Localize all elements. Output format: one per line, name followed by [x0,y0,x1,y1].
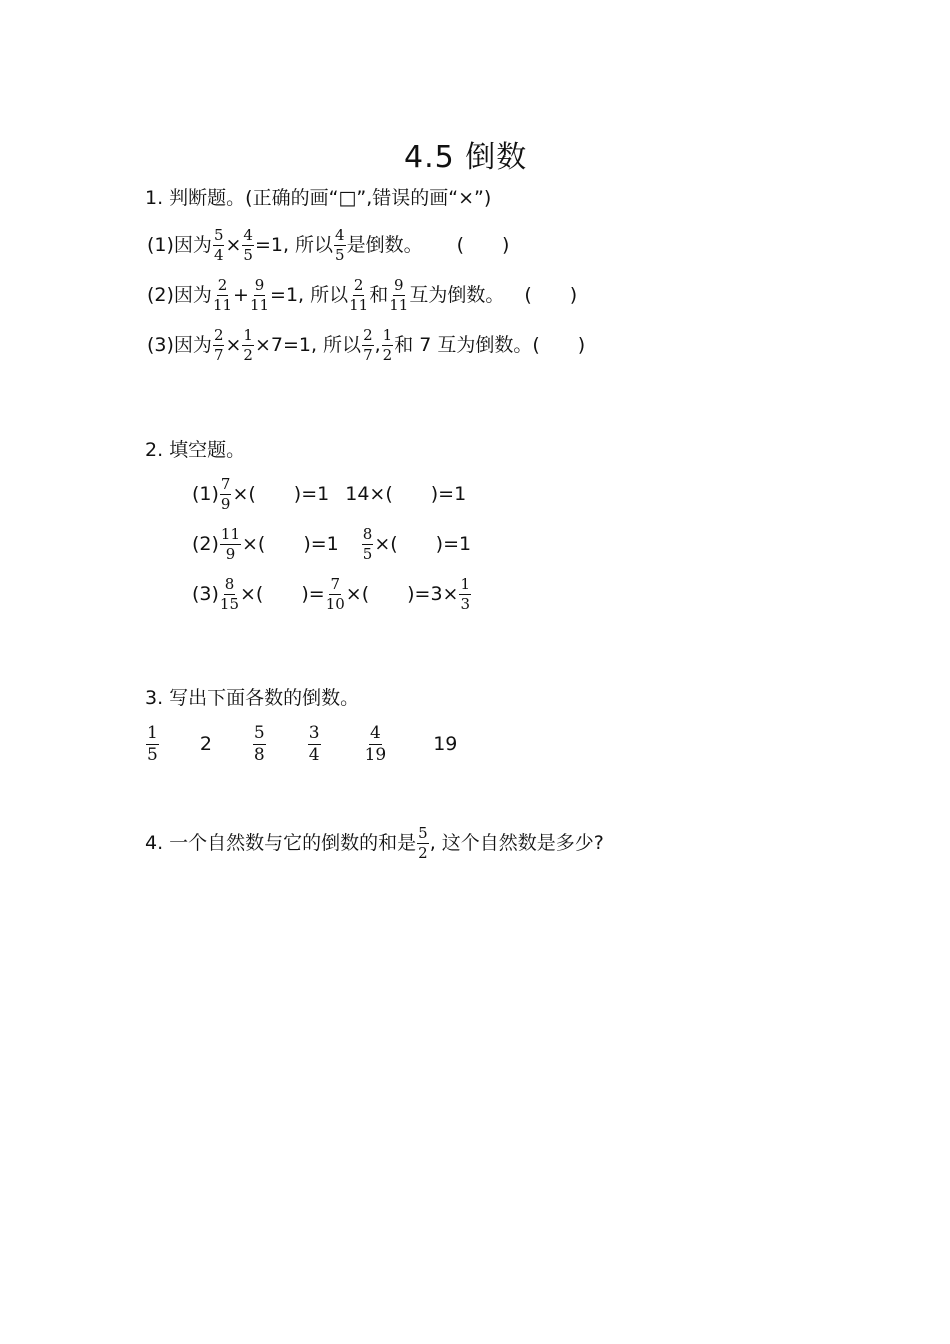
separator: , [374,334,381,356]
text: ×7=1, 所以 [254,334,362,356]
fraction: $\frac{7}{10}$ [325,575,345,613]
item-label: (2) [192,533,219,555]
fraction: $\frac{5}{2}$ [418,824,428,862]
text: , 这个自然数是多少? [429,832,604,854]
q2-row-3 [192,577,472,612]
fraction: $\frac{7}{9}$ [220,475,231,513]
blank-expression[interactable]: ×( )= [240,583,325,605]
number: 2 [199,733,212,755]
q3-numbers [145,725,457,764]
fraction: $\frac{11}{9}$ [220,525,241,563]
operator: × [225,334,242,356]
item-label: (1) [147,234,174,256]
text: =1, 所以 [270,284,349,306]
fraction: $\frac{1}{2}$ [243,326,253,364]
q1-heading: 1. 判断题。(正确的画“□”,错误的画“×”) [145,187,492,209]
number-fraction: $\frac{5}{8}$ [253,723,265,765]
q1-item-2 [147,278,577,313]
q3-heading: 3. 写出下面各数的倒数。 [145,687,360,709]
text: 4. 一个自然数与它的倒数的和是 [145,832,417,854]
answer-parens[interactable]: ( ) [456,234,510,256]
fraction: $\frac{5}{4}$ [213,226,224,264]
page-title: 4.5 倒数 [404,140,528,175]
fraction: $\frac{2}{11}$ [212,276,233,314]
text: 和 [369,284,389,306]
number-fraction: $\frac{4}{19}$ [364,723,387,765]
number: 19 [433,733,458,755]
fraction: $\frac{1}{3}$ [460,575,471,613]
text: =1, 所以 [254,234,334,256]
fraction: $\frac{1}{2}$ [382,326,393,364]
fraction: $\frac{2}{7}$ [363,326,373,364]
answer-parens[interactable]: ( ) [524,284,578,306]
fraction: $\frac{4}{5}$ [243,226,253,264]
q2-row-2 [192,527,471,562]
text: 因为 [173,234,212,256]
blank-expression[interactable]: ×( )=1 [232,483,330,505]
operator: × [225,234,242,256]
blank-expression[interactable]: 14×( )=1 [345,483,467,505]
text: 和 7 互为倒数。 [394,334,533,356]
item-label: (3) [147,334,174,356]
item-label: (2) [147,284,174,306]
q1-item-3 [147,328,585,363]
fraction: $\frac{4}{5}$ [335,226,345,264]
q2-row-1 [192,477,466,512]
number-fraction: $\frac{3}{4}$ [308,723,320,765]
number-fraction: $\frac{1}{5}$ [147,723,158,765]
fraction: $\frac{2}{7}$ [213,326,224,364]
blank-expression[interactable]: ×( )=1 [242,533,339,555]
text: 是倒数。 [346,234,423,256]
fraction: $\frac{2}{11}$ [349,276,369,314]
item-label: (3) [192,583,219,605]
fraction: $\frac{8}{5}$ [362,525,373,563]
blank-expression[interactable]: ×( )=1 [374,533,472,555]
answer-parens[interactable]: ( ) [532,334,586,356]
text: 互为倒数。 [409,284,505,306]
fraction: $\frac{9}{11}$ [389,276,409,314]
q4-question [145,826,604,861]
fraction: $\frac{8}{15}$ [219,575,240,613]
text: 因为 [173,284,212,306]
blank-expression[interactable]: ×( )=3× [345,583,459,605]
q2-heading: 2. 填空题。 [145,439,246,461]
fraction: $\frac{9}{11}$ [249,276,270,314]
q1-item-1 [147,228,509,263]
text: 因为 [173,334,212,356]
operator: + [233,284,249,306]
item-label: (1) [192,483,219,505]
